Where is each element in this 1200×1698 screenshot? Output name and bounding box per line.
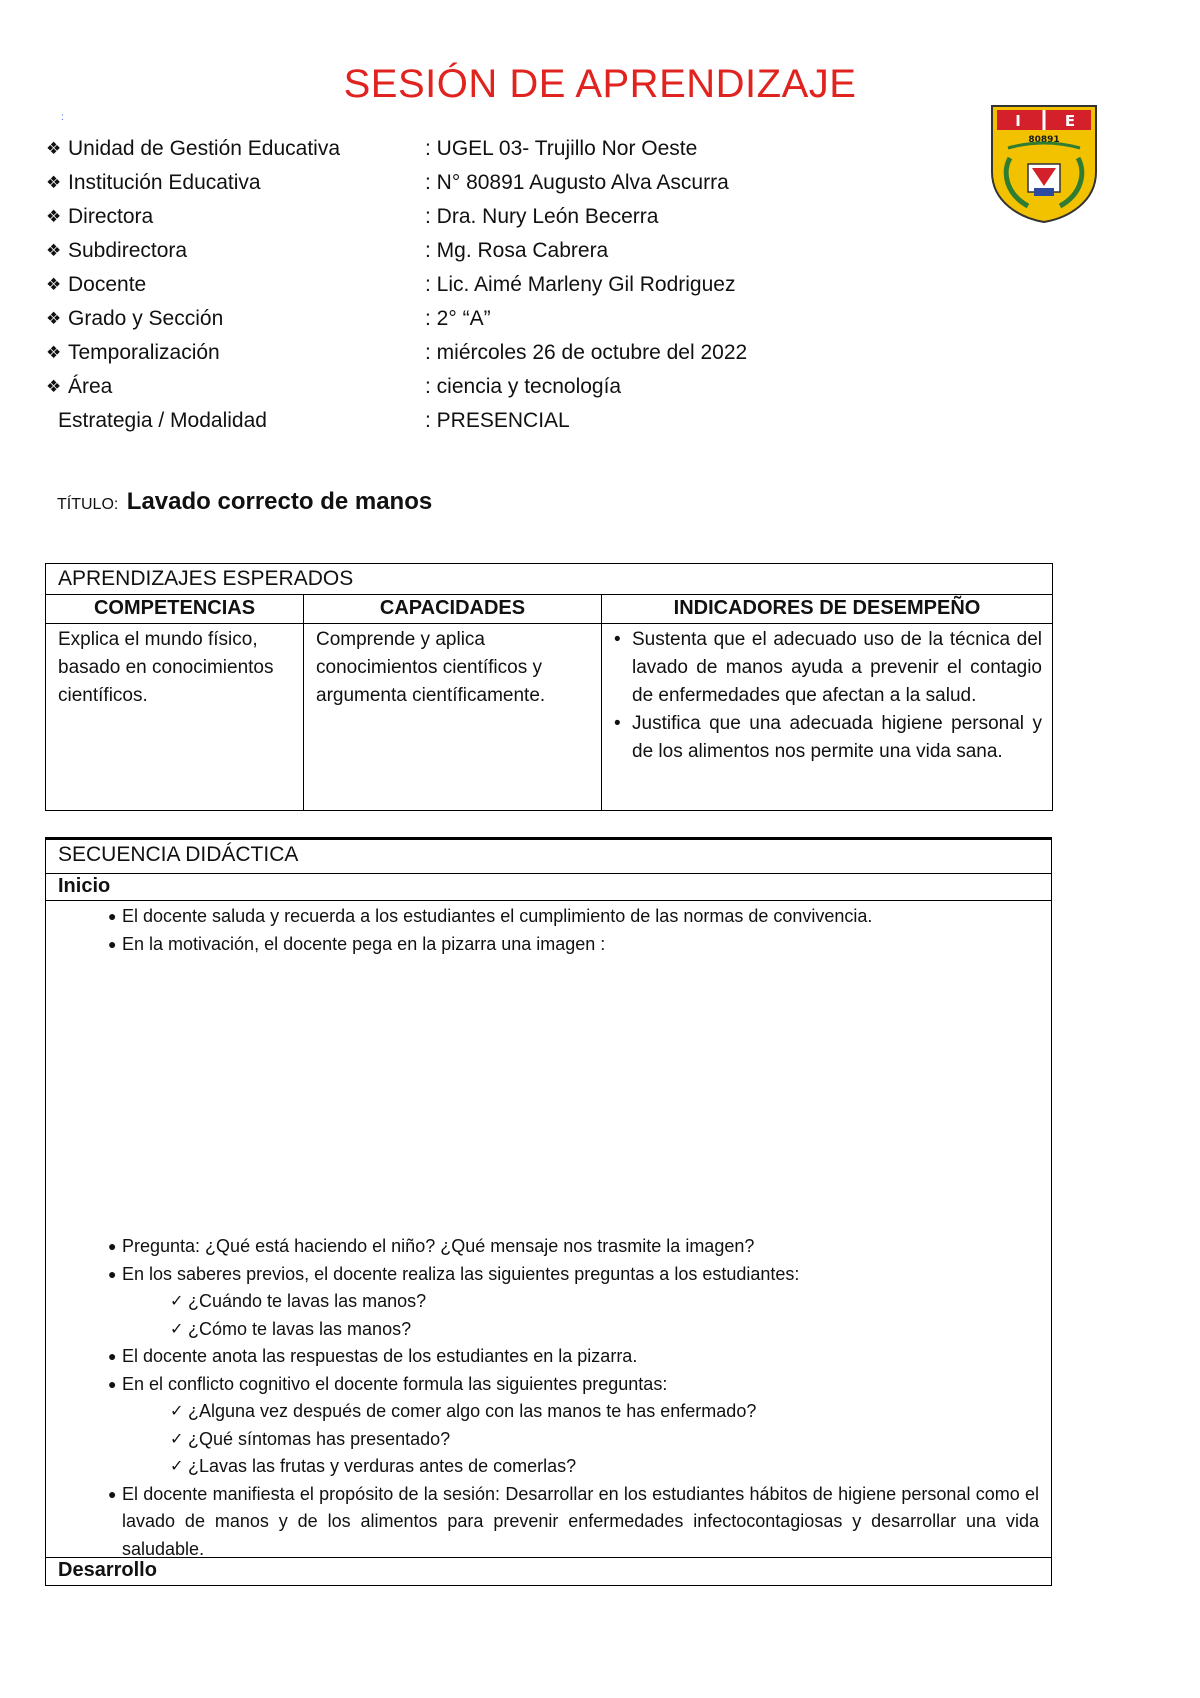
list-item-text: En el conflicto cognitivo el docente formula las siguientes preguntas: (122, 1373, 668, 1394)
diamond-bullet-icon: ❖ (46, 343, 62, 362)
capacidad-cell: Comprende y aplica conocimientos científicos y argumenta científicamente. (304, 624, 602, 811)
info-value: : ciencia y tecnología (425, 375, 622, 398)
school-crest-logo (988, 102, 1100, 224)
col-capacidades: CAPACIDADES (304, 595, 602, 624)
bullet-icon: ● (108, 1238, 117, 1254)
info-value: : miércoles 26 de octubre del 2022 (425, 341, 748, 364)
info-value: : UGEL 03- Trujillo Nor Oeste (425, 137, 698, 160)
list-item-text: El docente manifiesta el propósito de la sesión: Desarrollar en los estudiantes hábitos de higiene personal como el lavado de manos y de los alimentos para prevenir enfermedades infectocontagiosas y desarrollar una vida saludable. (122, 1483, 1039, 1559)
info-list (46, 132, 747, 438)
info-row (46, 302, 747, 336)
list-item-text: El docente anota las respuestas de los estudiantes en la pizarra. (122, 1346, 638, 1366)
info-label: Grado y Sección (68, 307, 224, 330)
info-row (46, 404, 747, 438)
check-item-text: ¿Qué síntomas has presentado? (188, 1428, 451, 1449)
list-item (58, 1481, 1039, 1564)
diamond-bullet-icon: ❖ (46, 309, 62, 328)
bullet-icon: ● (108, 1265, 117, 1282)
inicio-label: Inicio (46, 873, 1051, 901)
check-item (58, 1316, 1039, 1344)
info-label: Subdirectora (68, 239, 188, 262)
info-value: : Dra. Nury León Becerra (425, 205, 659, 228)
diamond-bullet-icon: ❖ (46, 207, 62, 226)
info-value: : 2° “A” (425, 307, 491, 330)
list-item (58, 1261, 1039, 1289)
competencia-cell: Explica el mundo físico, basado en conocimientos científicos. (46, 624, 304, 811)
col-competencias: COMPETENCIAS (46, 595, 304, 624)
bullet-icon: ● (108, 1485, 117, 1502)
bullet-icon: ● (108, 908, 117, 924)
info-value: : Mg. Rosa Cabrera (425, 239, 609, 262)
secuencia-heading: SECUENCIA DIDÁCTICA (58, 843, 299, 866)
list-item-text: Pregunta: ¿Qué está haciendo el niño? ¿Qué mensaje nos trasmite la imagen? (122, 1236, 755, 1256)
info-row (46, 234, 747, 268)
session-title-line (57, 488, 432, 516)
indicator-text: Sustenta que el adecuado uso de la técnica del lavado de manos ayuda a prevenir el contagio de enfermedades que afectan a la salud. (632, 629, 1042, 706)
check-item (58, 1426, 1039, 1454)
info-value: : N° 80891 Augusto Alva Ascurra (425, 171, 729, 194)
logo-number: 80891 (1028, 135, 1060, 145)
info-label: Docente (68, 273, 147, 296)
info-row (46, 336, 747, 370)
check-icon: ✓ (170, 1320, 184, 1338)
diamond-bullet-icon: ❖ (46, 139, 62, 158)
info-label: Área (68, 375, 113, 398)
indicator-item (614, 626, 1042, 710)
secuencia-box (45, 838, 1052, 1586)
check-item-text: ¿Alguna vez después de comer algo con las manos te has enfermado? (188, 1401, 757, 1421)
indicator-item (614, 710, 1042, 766)
diamond-bullet-icon: ❖ (46, 275, 62, 294)
check-item (58, 1398, 1039, 1426)
info-value: : PRESENCIAL (425, 409, 570, 432)
learning-table (45, 563, 1053, 811)
title-value: Lavado correcto de manos (126, 488, 433, 515)
logo-letter-e: E (1064, 112, 1076, 130)
inicio-body (46, 901, 1051, 1579)
bullet-icon: ● (108, 1375, 117, 1392)
list-item (58, 931, 1039, 959)
check-icon: ✓ (170, 1458, 184, 1475)
info-label: Temporalización (68, 341, 220, 364)
image-placeholder (58, 958, 1039, 1233)
check-item (58, 1288, 1039, 1316)
learning-table-heading: APRENDIZAJES ESPERADOS (46, 564, 1053, 595)
list-item-text: En la motivación, el docente pega en la pizarra una imagen : (122, 933, 606, 954)
check-icon: ✓ (170, 1403, 184, 1420)
check-item-text: ¿Cuándo te lavas las manos? (188, 1291, 427, 1311)
info-row (46, 268, 747, 302)
col-indicadores: INDICADORES DE DESEMPEÑO (602, 595, 1053, 624)
info-label: Institución Educativa (68, 171, 261, 194)
bullet-icon: ● (108, 935, 117, 952)
logo-letter-i: I (1015, 112, 1021, 130)
list-item (58, 1371, 1039, 1399)
bullet-icon: ● (108, 1348, 117, 1364)
info-row (46, 200, 747, 234)
info-row (46, 132, 747, 166)
list-item (58, 1233, 1039, 1261)
info-value: : Lic. Aimé Marleny Gil Rodriguez (425, 273, 736, 296)
diamond-bullet-icon: ❖ (46, 377, 62, 396)
info-label: Estrategia / Modalidad (58, 409, 267, 432)
desarrollo-label: Desarrollo (46, 1557, 1051, 1585)
info-label: Unidad de Gestión Educativa (68, 137, 341, 160)
bullet-icon: • (614, 629, 621, 650)
check-icon: ✓ (170, 1293, 184, 1310)
title-label: TÍTULO: (57, 496, 119, 513)
check-icon: ✓ (170, 1430, 184, 1448)
list-item (58, 1343, 1039, 1371)
list-item (58, 903, 1039, 931)
info-label: Directora (68, 205, 154, 228)
diamond-bullet-icon: ❖ (46, 173, 62, 192)
check-item (58, 1453, 1039, 1481)
page-title: SESIÓN DE APRENDIZAJE (343, 62, 857, 106)
check-item-text: ¿Cómo te lavas las manos? (188, 1318, 412, 1339)
info-row (46, 370, 747, 404)
list-item-text: En los saberes previos, el docente realiza las siguientes preguntas a los estudiantes: (122, 1263, 800, 1284)
diamond-bullet-icon: ❖ (46, 241, 62, 260)
info-row (46, 166, 747, 200)
list-item-text: El docente saluda y recuerda a los estudiantes el cumplimiento de las normas de convivencia. (122, 906, 873, 926)
bullet-icon: • (614, 713, 621, 734)
indicadores-cell (602, 624, 1053, 811)
indicator-text: Justifica que una adecuada higiene personal y de los alimentos nos permite una vida sana. (632, 713, 1042, 762)
check-item-text: ¿Lavas las frutas y verduras antes de comerlas? (188, 1456, 577, 1476)
marker-glyph: : (61, 112, 64, 123)
